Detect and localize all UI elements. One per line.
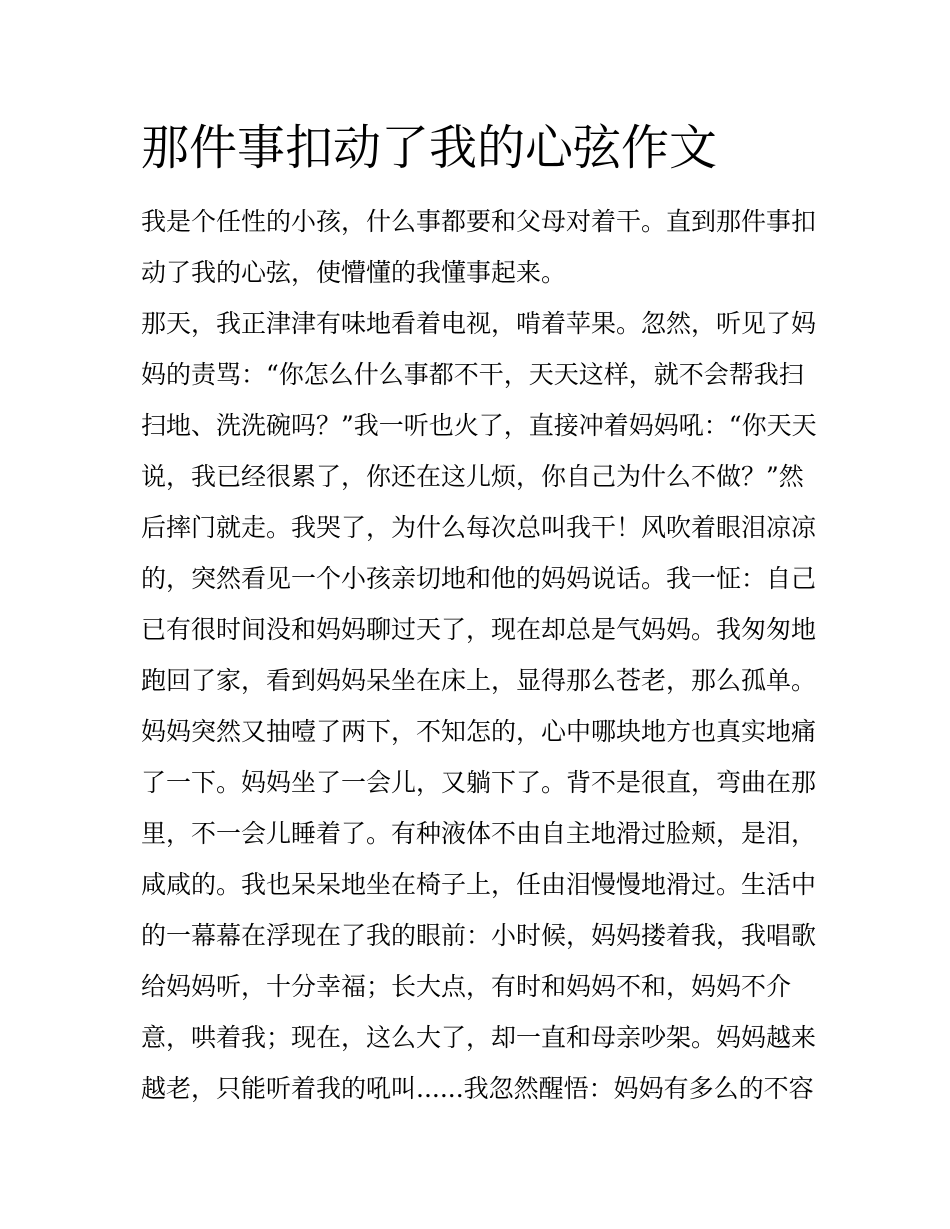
text-line: 的一幕幕在浮现在了我的眼前：小时候，妈妈搂着我，我唱歌 [141, 921, 817, 950]
text-line: 那天，我正津津有味地看着电视，啃着苹果。忽然，听见了妈 [141, 309, 817, 338]
text-line: 意，哄着我；现在，这么大了，却一直和母亲吵架。妈妈越来 [141, 1023, 817, 1052]
text-line: 动了我的心弦，使懵懂的我懂事起来。 [141, 258, 567, 287]
text-line: 扫地、洗洗碗吗？”我一听也火了，直接冲着妈妈吼：“你天天 [141, 411, 817, 440]
text-line: 咸咸的。我也呆呆地坐在椅子上，任由泪慢慢地滑过。生活中 [141, 870, 817, 899]
text-line: 越老，只能听着我的吼叫......我忽然醒悟：妈妈有多么的不容 [141, 1074, 814, 1103]
text-line: 的，突然看见一个小孩亲切地和他的妈妈说话。我一怔：自己 [141, 564, 817, 593]
text-line: 我是个任性的小孩，什么事都要和父母对着干。直到那件事扣 [141, 207, 817, 236]
document-title: 那件事扣动了我的心弦作文 [141, 120, 718, 176]
text-line: 妈的责骂：“你怎么什么事都不干，天天这样，就不会帮我扫 [141, 360, 804, 389]
text-line: 跑回了家，看到妈妈呆坐在床上，显得那么苍老，那么孤单。 [141, 666, 817, 695]
text-line: 了一下。妈妈坐了一会儿，又躺下了。背不是很直，弯曲在那 [141, 768, 817, 797]
document-body [141, 196, 821, 1114]
text-line: 后摔门就走。我哭了，为什么每次总叫我干！风吹着眼泪凉凉 [141, 513, 817, 542]
text-line: 妈妈突然又抽噎了两下，不知怎的，心中哪块地方也真实地痛 [141, 717, 817, 746]
text-line: 说，我已经很累了，你还在这儿烦，你自己为什么不做？”然 [141, 462, 804, 491]
text-line: 已有很时间没和妈妈聊过天了，现在却总是气妈妈。我匆匆地 [141, 615, 817, 644]
text-line: 里，不一会儿睡着了。有种液体不由自主地滑过脸颊，是泪， [141, 819, 817, 848]
text-line: 给妈妈听，十分幸福；长大点，有时和妈妈不和，妈妈不介 [141, 972, 792, 1001]
